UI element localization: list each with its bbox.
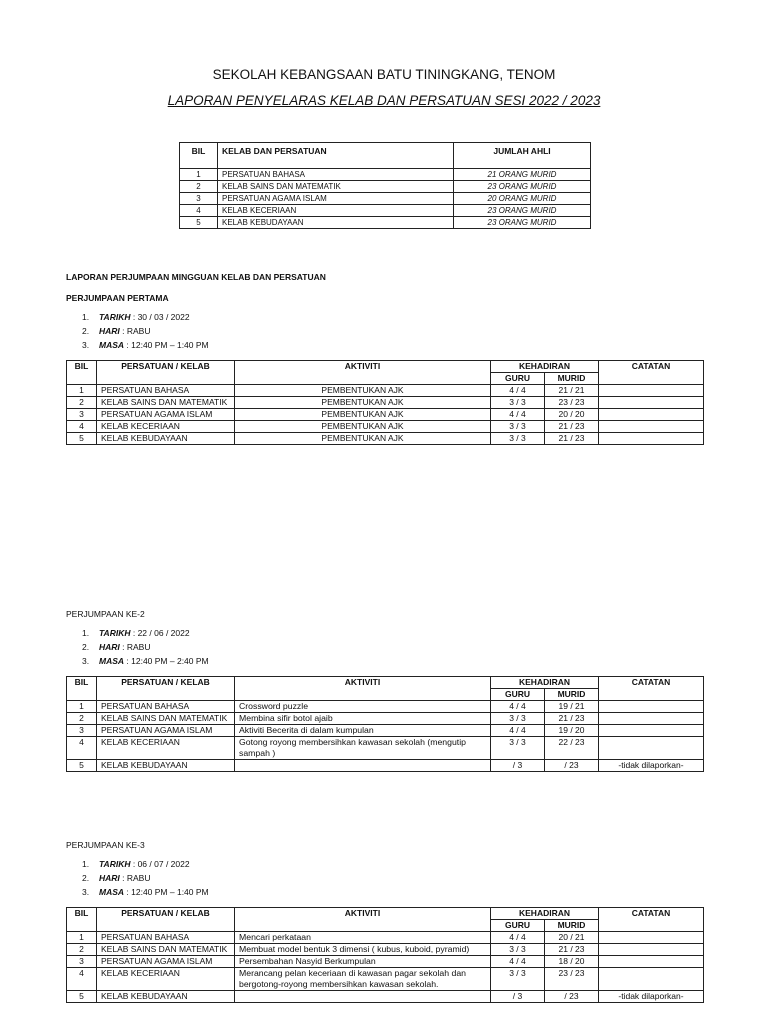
header-jumlah: JUMLAH AHLI [454,143,591,169]
cell-kelab: PERSATUAN BAHASA [97,385,235,397]
cell-catatan [599,956,704,968]
header-catatan: CATATAN [599,677,704,701]
header-bil: BIL [67,361,97,385]
cell-bil: 5 [180,217,218,229]
cell-murid: 19 / 21 [545,701,599,713]
cell-guru: 4 / 4 [491,409,545,421]
table-row [67,397,704,409]
info-item: 3. MASA : 12:40 PM – 1:40 PM [82,886,209,897]
cell-jumlah: 23 ORANG MURID [454,205,591,217]
cell-guru: 4 / 4 [491,385,545,397]
cell-murid: / 23 [545,991,599,1003]
cell-kelab: PERSATUAN BAHASA [218,169,454,181]
cell-catatan [599,932,704,944]
table-row [67,737,704,760]
cell-aktiviti: Crossword puzzle [235,701,491,713]
cell-kelab: PERSATUAN BAHASA [97,932,235,944]
cell-bil: 2 [180,181,218,193]
cell-catatan [599,701,704,713]
cell-murid: 18 / 20 [545,956,599,968]
table-row [67,433,704,445]
cell-aktiviti: Membuat model bentuk 3 dimensi ( kubus, kuboid, pyramid) [235,944,491,956]
membership-header-row [180,143,591,169]
cell-bil: 5 [67,433,97,445]
cell-bil: 3 [180,193,218,205]
cell-catatan: -tidak dilaporkan- [599,991,704,1003]
cell-aktiviti: Persembahan Nasyid Berkumpulan [235,956,491,968]
cell-guru: 3 / 3 [491,713,545,725]
cell-kelab: KELAB SAINS DAN MATEMATIK [218,181,454,193]
table-row [67,956,704,968]
cell-bil: 1 [67,701,97,713]
cell-murid: 21 / 23 [545,944,599,956]
header-murid: MURID [545,920,599,932]
cell-guru: 4 / 4 [491,932,545,944]
school-name: SEKOLAH KEBANGSAAN BATU TININGKANG, TENOM [212,67,556,82]
header-catatan: CATATAN [599,361,704,385]
info-item: 2. HARI : RABU [82,641,151,652]
cell-catatan [599,944,704,956]
cell-kelab: PERSATUAN AGAMA ISLAM [97,409,235,421]
cell-bil: 1 [67,932,97,944]
membership-table [179,142,591,229]
header-kehadiran: KEHADIRAN [491,361,599,373]
meeting-1-table [66,360,704,445]
header-kelab: PERSATUAN / KELAB [97,361,235,385]
cell-guru: 3 / 3 [491,968,545,991]
info-item: 1. TARIKH : 22 / 06 / 2022 [82,628,190,638]
header-aktiviti: AKTIVITI [235,908,491,932]
cell-kelab: KELAB KECERIAAN [97,737,235,760]
cell-aktiviti: PEMBENTUKAN AJK [235,409,491,421]
table-row [67,968,704,991]
cell-kelab: PERSATUAN BAHASA [97,701,235,713]
meeting-3-title: PERJUMPAAN KE-3 [66,840,145,850]
info-item: 1. TARIKH : 30 / 03 / 2022 [82,312,190,322]
cell-catatan [599,385,704,397]
header-catatan: CATATAN [599,908,704,932]
cell-bil: 2 [67,944,97,956]
cell-bil: 4 [67,737,97,760]
table-row [180,205,591,217]
table-row [67,760,704,772]
table-row [180,193,591,205]
cell-aktiviti [235,760,491,772]
table-row [67,713,704,725]
table-row [67,701,704,713]
cell-murid: 20 / 21 [545,932,599,944]
cell-catatan [599,409,704,421]
cell-murid: 21 / 23 [545,433,599,445]
header-bil: BIL [180,143,218,169]
header-bil: BIL [67,677,97,701]
cell-catatan [599,725,704,737]
cell-guru: 3 / 3 [491,433,545,445]
cell-kelab: KELAB SAINS DAN MATEMATIK [97,397,235,409]
header-guru: GURU [491,920,545,932]
cell-kelab: PERSATUAN AGAMA ISLAM [97,956,235,968]
cell-catatan [599,713,704,725]
cell-kelab: KELAB KEBUDAYAAN [97,760,235,772]
header-kehadiran: KEHADIRAN [491,908,599,920]
cell-murid: 20 / 20 [545,409,599,421]
cell-murid: 21 / 21 [545,385,599,397]
cell-kelab: KELAB KECERIAAN [97,968,235,991]
cell-guru: 3 / 3 [491,397,545,409]
weekly-heading: LAPORAN PERJUMPAAN MINGGUAN KELAB DAN PERSATUAN [66,272,326,282]
header-aktiviti: AKTIVITI [235,677,491,701]
cell-aktiviti [235,991,491,1003]
cell-bil: 2 [67,397,97,409]
header-kelab: PERSATUAN / KELAB [97,908,235,932]
header-murid: MURID [545,689,599,701]
header-kehadiran: KEHADIRAN [491,677,599,689]
header-kelab: PERSATUAN / KELAB [97,677,235,701]
meeting-2-info [82,627,209,668]
info-item: 3. MASA : 12:40 PM – 1:40 PM [82,339,209,350]
cell-aktiviti: Membina sifir botol ajaib [235,713,491,725]
info-item: 2. HARI : RABU [82,325,151,336]
cell-catatan [599,968,704,991]
cell-guru: 3 / 3 [491,944,545,956]
cell-bil: 4 [67,421,97,433]
cell-aktiviti: PEMBENTUKAN AJK [235,397,491,409]
cell-bil: 5 [67,991,97,1003]
cell-kelab: KELAB KECERIAAN [97,421,235,433]
cell-murid: 22 / 23 [545,737,599,760]
table-row [67,409,704,421]
cell-guru: 4 / 4 [491,701,545,713]
cell-aktiviti: Gotong royong membersihkan kawasan sekolah (mengutip sampah ) [235,737,491,760]
cell-bil: 1 [180,169,218,181]
table-row [180,169,591,181]
cell-jumlah: 23 ORANG MURID [454,217,591,229]
cell-jumlah: 23 ORANG MURID [454,181,591,193]
info-item: 1. TARIKH : 06 / 07 / 2022 [82,859,190,869]
cell-bil: 1 [67,385,97,397]
meeting-header-row [67,677,704,689]
cell-kelab: KELAB KEBUDAYAAN [218,217,454,229]
table-row [180,217,591,229]
table-row [67,725,704,737]
meeting-1-info [82,311,209,352]
cell-aktiviti: PEMBENTUKAN AJK [235,433,491,445]
table-row [67,385,704,397]
cell-murid: 21 / 23 [545,421,599,433]
header-kelab: KELAB DAN PERSATUAN [218,143,454,169]
cell-kelab: KELAB SAINS DAN MATEMATIK [97,713,235,725]
cell-bil: 3 [67,956,97,968]
cell-kelab: KELAB SAINS DAN MATEMATIK [97,944,235,956]
cell-catatan [599,433,704,445]
cell-jumlah: 20 ORANG MURID [454,193,591,205]
cell-guru: 3 / 3 [491,737,545,760]
cell-kelab: PERSATUAN AGAMA ISLAM [218,193,454,205]
cell-murid: 19 / 20 [545,725,599,737]
cell-bil: 4 [67,968,97,991]
cell-kelab: KELAB KECERIAAN [218,205,454,217]
cell-bil: 2 [67,713,97,725]
table-row [67,421,704,433]
cell-bil: 5 [67,760,97,772]
meeting-1-title: PERJUMPAAN PERTAMA [66,293,169,303]
cell-aktiviti: PEMBENTUKAN AJK [235,421,491,433]
cell-kelab: KELAB KEBUDAYAAN [97,433,235,445]
cell-guru: / 3 [491,760,545,772]
header-guru: GURU [491,373,545,385]
meeting-3-info [82,858,209,899]
header-murid: MURID [545,373,599,385]
cell-catatan [599,421,704,433]
report-title: LAPORAN PENYELARAS KELAB DAN PERSATUAN SESI 2022 / 2023 [167,93,601,108]
cell-murid: 21 / 23 [545,713,599,725]
cell-guru: 4 / 4 [491,956,545,968]
cell-kelab: PERSATUAN AGAMA ISLAM [97,725,235,737]
cell-guru: / 3 [491,991,545,1003]
meeting-3-table [66,907,704,1003]
cell-bil: 4 [180,205,218,217]
cell-aktiviti: PEMBENTUKAN AJK [235,385,491,397]
header-bil: BIL [67,908,97,932]
cell-aktiviti: Mencari perkataan [235,932,491,944]
cell-guru: 3 / 3 [491,421,545,433]
cell-murid: 23 / 23 [545,397,599,409]
cell-aktiviti: Aktiviti Becerita di dalam kumpulan [235,725,491,737]
cell-catatan [599,737,704,760]
cell-murid: 23 / 23 [545,968,599,991]
table-row [67,944,704,956]
table-row [67,932,704,944]
cell-kelab: KELAB KEBUDAYAAN [97,991,235,1003]
meeting-header-row [67,361,704,373]
meeting-2-title: PERJUMPAAN KE-2 [66,609,145,619]
meeting-2-table [66,676,704,772]
info-item: 3. MASA : 12:40 PM – 2:40 PM [82,655,209,666]
cell-bil: 3 [67,725,97,737]
cell-catatan: -tidak dilaporkan- [599,760,704,772]
cell-murid: / 23 [545,760,599,772]
header-guru: GURU [491,689,545,701]
info-item: 2. HARI : RABU [82,872,151,883]
meeting-header-row [67,908,704,920]
cell-bil: 3 [67,409,97,421]
header-aktiviti: AKTIVITI [235,361,491,385]
table-row [67,991,704,1003]
cell-catatan [599,397,704,409]
cell-guru: 4 / 4 [491,725,545,737]
table-row [180,181,591,193]
cell-jumlah: 21 ORANG MURID [454,169,591,181]
cell-aktiviti: Merancang pelan keceriaan di kawasan pagar sekolah dan bergotong-royong membersihkan kawasan sekolah. [235,968,491,991]
